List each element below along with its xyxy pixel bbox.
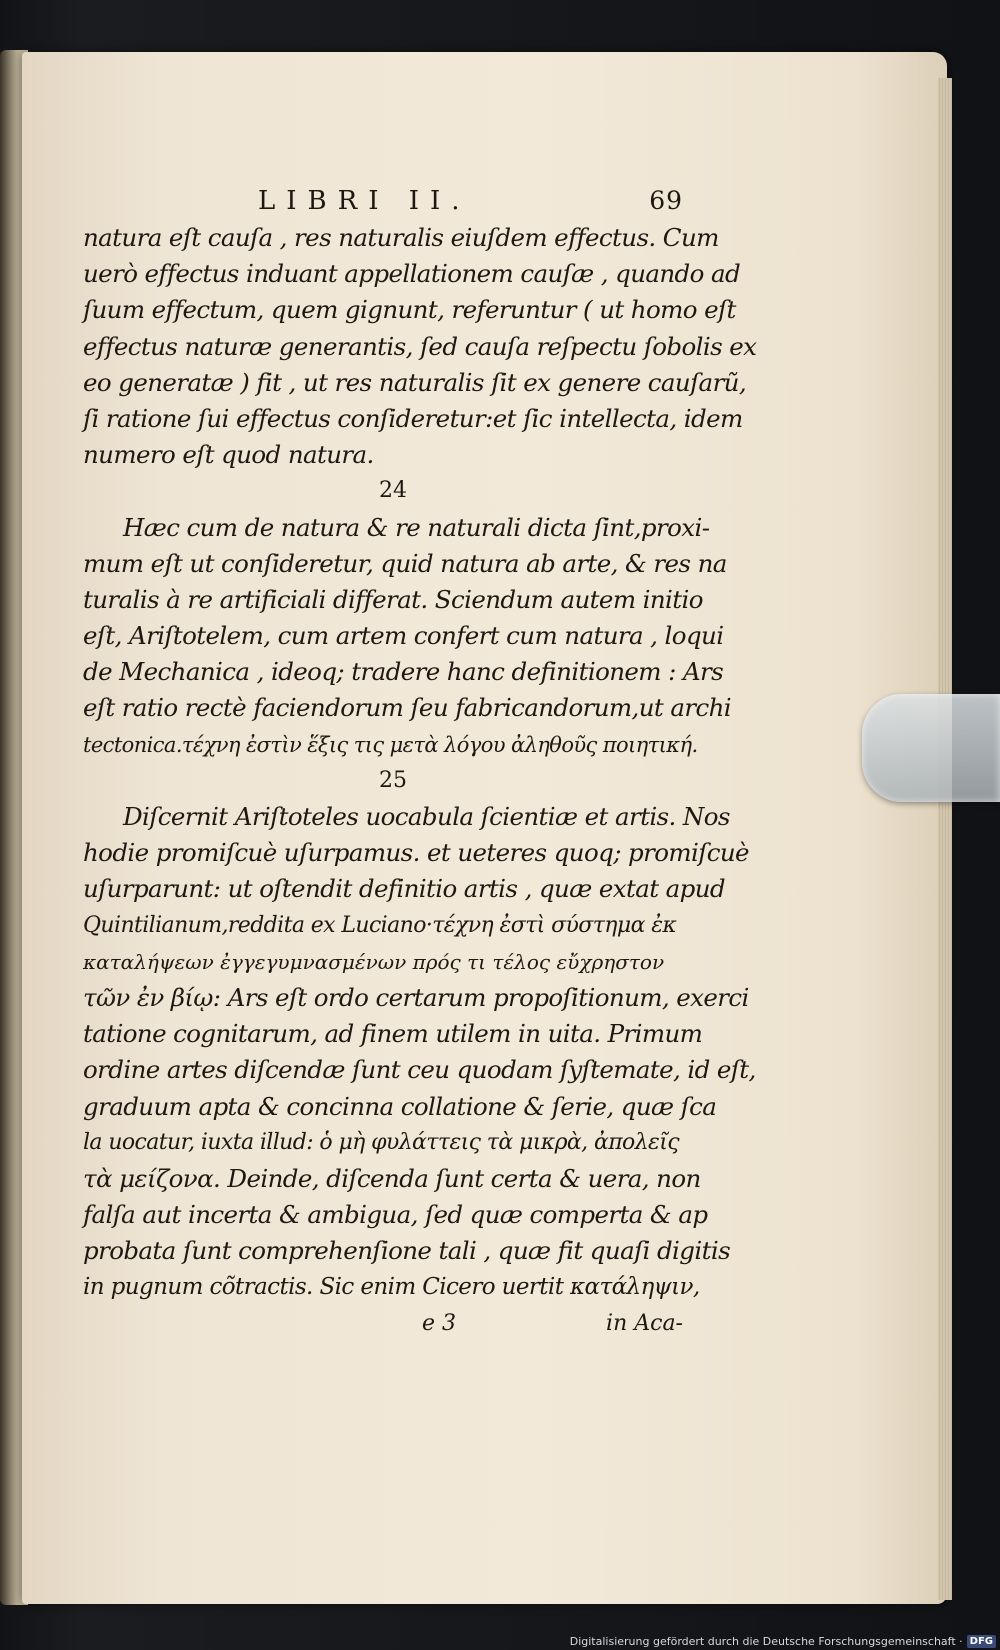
text-line: ſuum effectum, quem gignunt, referuntur ( ut homo eſt [83, 295, 736, 325]
text-line: ſi ratione ſui effectus conſideretur:et ſic intellecta, idem [83, 403, 743, 433]
paragraph-section-25 [83, 799, 756, 1306]
text-line: tectonica.τέχνη ἐστὶν ἕξις τις μετὰ λόγου ἀληθοῦς ποιητική. [83, 732, 698, 757]
running-head [83, 186, 683, 220]
text-line: eſt ratio rectè faciendorum ſeu fabricandorum,ut archi [83, 693, 732, 723]
page-text [83, 186, 757, 1342]
text-line: ordine artes diſcendæ ſunt ceu quodam ſyſtemate, id eſt, [83, 1055, 756, 1085]
text-line: Hæc cum de natura & re naturali dicta ſint,proxi- [123, 512, 710, 542]
text-line: graduum apta & concinna collatione & ſerie, quæ ſca [83, 1091, 717, 1121]
digitization-credit [570, 1635, 996, 1648]
paragraph-section-24 [83, 510, 732, 763]
text-line: effectus naturæ generantis, ſed cauſa reſpectu ſobolis ex [83, 331, 757, 361]
paragraph-opening [83, 220, 757, 473]
catchword: in Aca- [606, 1310, 683, 1336]
signature-mark: e 3 [422, 1310, 457, 1336]
text-line: τῶν ἐν βίῳ: Ars eſt ordo certarum propoſitionum, exerci [83, 982, 749, 1012]
text-line: uerò effectus induant appellationem cauſæ , quando ad [83, 259, 741, 289]
text-line: turalis à re artificiali differat. Sciendum autem initio [83, 584, 703, 614]
text-line: in pugnum cõtractis. Sic enim Cicero uertit κατάληψιν, [83, 1274, 700, 1301]
running-head-title: LIBRI II. [258, 186, 471, 216]
text-line: καταλήψεων ἐγγεγυμνασμένων πρός τι τέλος εὔχρηστον [83, 949, 665, 974]
text-line: natura eſt cauſa , res naturalis eiuſdem effectus. Cum [83, 223, 719, 252]
text-line: eo generatæ ) fit , ut res naturalis ſit ex genere cauſarũ, [83, 367, 747, 397]
text-line: de Mechanica , ideoq; tradere hanc definitionem : Ars [83, 657, 724, 687]
text-line: Quintilianum,reddita ex Luciano·τέχνη ἐστὶ σύστημα ἐκ [83, 912, 677, 938]
text-line: la uocatur, iuxta illud: ὁ μὴ φυλάττεις τὰ μικρὰ, ἀπολεῖς [83, 1129, 680, 1155]
text-line: numero eſt quod natura. [83, 440, 374, 470]
page-footer-line [83, 1306, 683, 1342]
page-stack-edge [938, 78, 952, 1600]
plastic-page-clip [862, 694, 1000, 802]
text-line: eſt, Ariſtotelem, cum artem confert cum natura , loqui [83, 621, 724, 651]
text-line: tatione cognitarum, ad finem utilem in uita. Primum [83, 1019, 703, 1049]
section-number: 24 [379, 478, 407, 504]
text-line: hodie promiſcuè uſurpamus. et ueteres quoq; promiſcuè [83, 838, 749, 868]
credit-text: Digitalisierung gefördert durch die Deutsche Forschungsgemeinschaft · [569, 1635, 963, 1648]
text-line: τὰ μείζονα. Deinde, diſcenda ſunt certa & uera, non [83, 1163, 701, 1193]
text-line: falſa aut incerta & ambigua, ſed quæ comperta & ap [83, 1200, 708, 1230]
text-line: uſurparunt: ut oſtendit definitio artis , quæ extat apud [83, 874, 725, 904]
text-line: Diſcernit Ariſtoteles uocabula ſcientiæ et artis. Nos [123, 802, 730, 831]
text-line: probata ſunt comprehenſione tali , quæ fit quaſi digitis [83, 1236, 731, 1266]
page-number: 69 [649, 186, 683, 215]
text-line: mum eſt ut conſideretur, quid natura ab arte, & res na [83, 548, 727, 578]
section-number: 25 [379, 767, 407, 793]
dfg-logo: DFG [967, 1635, 996, 1648]
